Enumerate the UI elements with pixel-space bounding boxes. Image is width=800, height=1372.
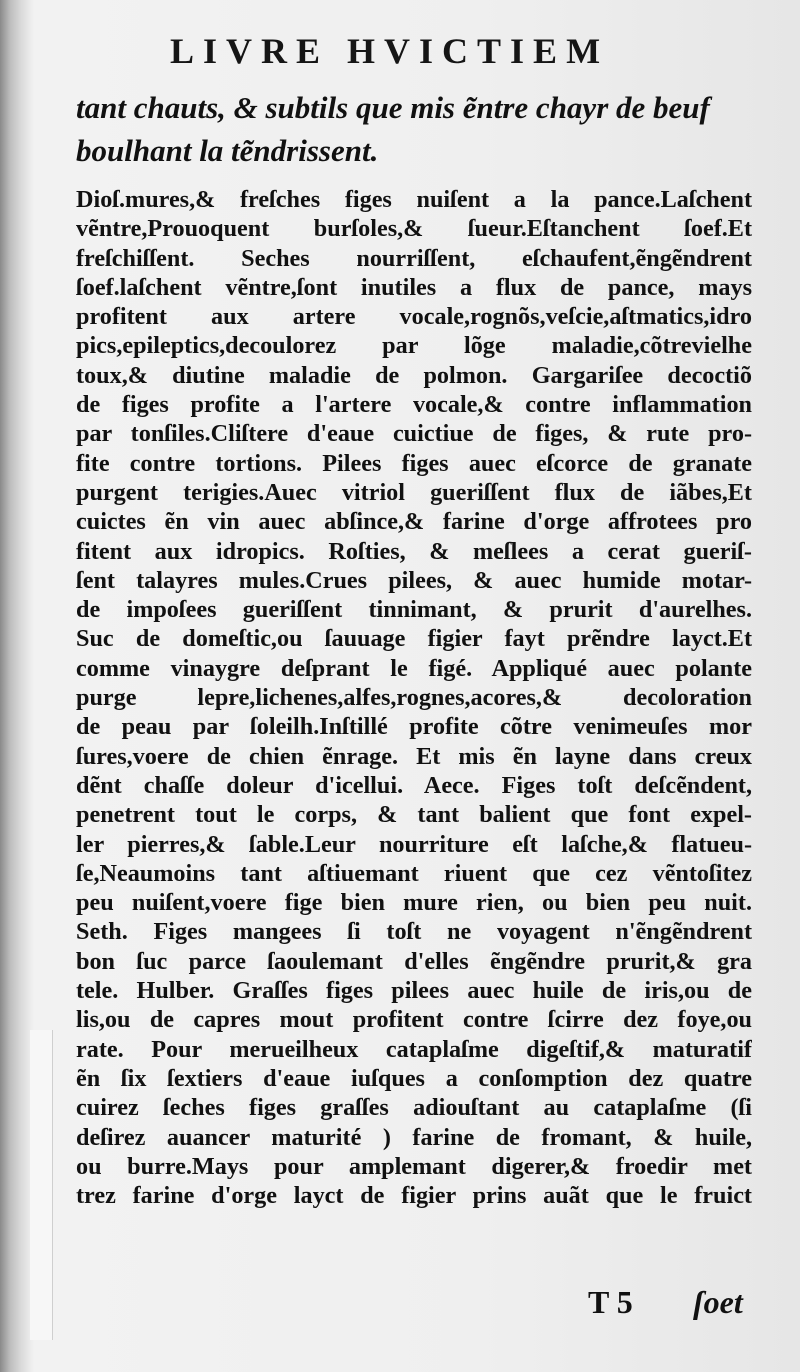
body-line: Suc de domeſtic,ou ſauuage figier fayt prẽndre layct.Et xyxy=(76,625,752,653)
body-line: par tonſiles.Cliſtere d'eaue cuictiue de figes, & rute pro- xyxy=(76,420,752,448)
body-line: dẽnt chaſſe doleur d'icellui. Aece. Figes toſt deſcẽndent, xyxy=(76,771,752,799)
body-line: de impoſees gueriſſent tinnimant, & prurit d'aurelhes. xyxy=(76,596,752,624)
body-line: ſent talayres mules.Crues pilees, & auec humide motar- xyxy=(76,566,752,594)
body-line: de figes profite a l'artere vocale,& contre inflammation xyxy=(76,391,752,419)
body-line: bon ſuc parce ſaoulemant d'elles ẽngẽndre prurit,& gra xyxy=(76,947,752,975)
body-line: ler pierres,& ſable.Leur nourriture eſt laſche,& flatueu- xyxy=(76,830,752,858)
body-line: ſe,Neaumoins tant aſtiuemant riuent que cez vẽntoſitez xyxy=(76,859,752,887)
body-line: vẽntre,Prouoquent burſoles,& ſueur.Eſtanchent ſoef.Et xyxy=(76,215,752,243)
body-line: rate. Pour merueilheux cataplaſme digeſtif,& maturatif xyxy=(76,1035,752,1063)
body-line: freſchiſſent. Seches nourriſſent, eſchaufent,ẽngẽndrent xyxy=(76,244,752,272)
body-line: pics,epileptics,decoulorez par lõge maladie,cõtrevielhe xyxy=(76,332,752,360)
body-line: profitent aux artere vocale,rognõs,veſcie,aſtmatics,idro xyxy=(76,303,752,331)
page-binding-edge xyxy=(0,0,34,1372)
body-line: tele. Hulber. Graſſes figes pilees auec huile de iris,ou de xyxy=(76,977,752,1005)
signature-mark: T 5 xyxy=(588,1284,633,1320)
body-line: ẽn ſix ſextiers d'eaue iuſques a conſomption dez quatre xyxy=(76,1064,752,1092)
italic-continuation xyxy=(76,86,766,172)
body-line: penetrent tout le corps, & tant balient que font expel- xyxy=(76,801,752,829)
body-line: cuictes ẽn vin auec abſince,& farine d'orge affrotees pro xyxy=(76,508,752,536)
body-line: trez farine d'orge layct de figier prins auãt que le fruict xyxy=(76,1182,752,1210)
body-line: fitent aux idropics. Roſties, & meſlees a cerat gueriſ- xyxy=(76,537,752,565)
body-line: purgent terigies.Auec vitriol gueriſſent flux de iãbes,Et xyxy=(76,478,752,506)
body-line: ou burre.Mays pour amplemant digerer,& froedir met xyxy=(76,1152,752,1180)
body-line: lis,ou de capres mout profitent contre ſcirre dez foye,ou xyxy=(76,1006,752,1034)
catchword: ſoet xyxy=(693,1284,743,1320)
running-head: LIVRE HVICTIEM xyxy=(170,31,610,71)
italic-line: boulhant la tẽndrissent. xyxy=(76,133,379,168)
italic-line: tant chauts, & subtils que mis ẽntre chayr de beuf xyxy=(76,90,710,125)
body-line: cuirez ſeches figes graſſes adiouſtant au cataplaſme (ſi xyxy=(76,1094,752,1122)
body-line: purge lepre,lichenes,alfes,rognes,acores,& decoloration xyxy=(76,684,752,712)
body-line: ſures,voere de chien ẽnrage. Et mis ẽn layne dans creux xyxy=(76,742,752,770)
body-line: Seth. Figes mangees ſi toſt ne voyagent n'ẽngẽndrent xyxy=(76,918,752,946)
body-line: peu nuiſent,voere fige bien mure rien, ou bien peu nuit. xyxy=(76,889,752,917)
body-line: de peau par ſoleilh.Inſtillé profite cõtre venimeuſes mor xyxy=(76,713,752,741)
body-line: fite contre tortions. Pilees figes auec eſcorce de granate xyxy=(76,449,752,477)
body-line: comme vinaygre deſprant le figé. Appliqué auec polante xyxy=(76,654,752,682)
body-text xyxy=(76,185,756,1210)
body-line: Dioſ.mures,& freſches figes nuiſent a la pance.Laſchent xyxy=(76,186,752,213)
paper-tab xyxy=(30,1030,53,1340)
body-line: ſoef.laſchent vẽntre,ſont inutiles a flux de pance, mays xyxy=(76,273,752,301)
body-line: toux,& diutine maladie de polmon. Gargariſee decoctiõ xyxy=(76,361,752,389)
body-line: deſirez auancer maturité ) farine de fromant, & huile, xyxy=(76,1123,752,1151)
